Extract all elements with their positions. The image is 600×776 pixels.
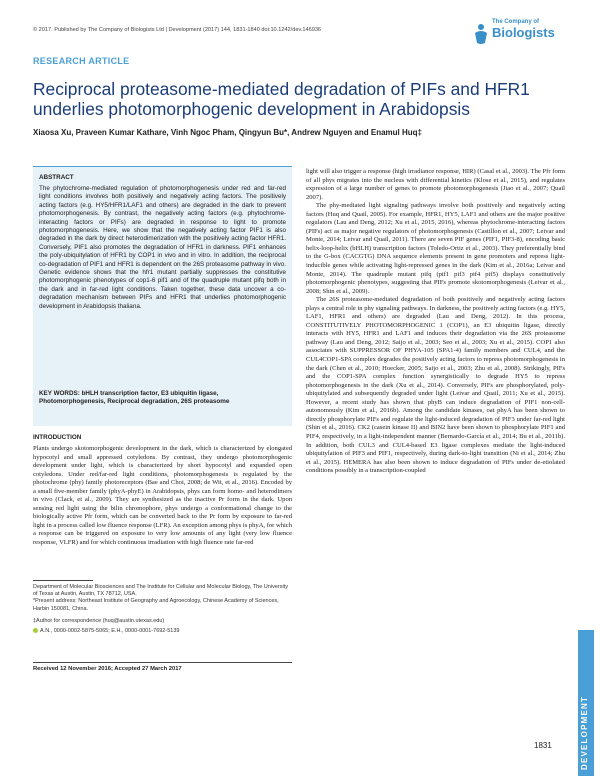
logo-small-text: The Company of	[492, 19, 540, 25]
author-list: Xiaosa Xu, Praveen Kumar Kathare, Vinh Ngoc Pham, Qingyun Bu*, Andrew Nguyen and Enamul Huq‡	[33, 128, 422, 137]
logo-big-text: Biologists	[492, 25, 555, 40]
body-paragraph: The 26S proteasome-mediated degradation of both positively and negatively acting factors plays a central role in phy signaling pathways. In darkness, the positively acting factors (e.g. HY5, LAF1, HFR1 and others) are degraded (Lau and Deng, 2012). In this process, CONSTITUTIVELY PHOTOMORPHOGENIC 1 (COP1), an E3 ubiquitin ligase, directly interacts with HY5, HFR1 and LAF1 and induces their degradation via the 26S proteasome pathway (Lau and Deng, 2012; Saijo et al., 2003; Seo et al., 2003; Xu et al., 2015). COP1 also associates with SUPPRESSOR OF PHYA-105 (SPA1-4) family members and CUL4, and the CUL4COP1-SPA complex degrades the positively acting factors to repress photomorphogenesis in the dark (Chen et al., 2010; Hoecker, 2005; Saijo et al., 2003; Zhu et al., 2008). Strikingly, PIFs and the COP1-SPA complex function synergistically to degrade HY5 to repress photomorphogenesis in the dark (Xu et al., 2014). Conversely, PIFs are phosphorylated, poly-ubiquitylated and subsequently degraded under light (Leivar and Quail, 2011; Xu et al., 2015). However, a recent study has shown that phyB can induce degradation of PIF1 non-cell-autonomously (Kim et al., 2016b). Among the candidate kinases, oat phyA has been shown to directly phosphorylate PIFs and regulate the light-induced degradation of PIF3 under far-red light (Shin et al., 2016). CK2 (casein kinase II) and BIN2 have been shown to phosphorylate PIF1 and PIF4, respectively, in a light-independent manner (Bernardo-García et al., 2014; Bu et al., 2011b). In addition, both CUL3 and CUL4-based E3 ligase complexes mediate the light-induced ubiquitylation of PIF3 and PIF1, respectively, during dark-to-light transition (Ni et al., 2014; Zhu et al., 2015). HEMERA has also been shown to induce degradation of PIFs under de-etiolated conditions possibly in a transcription-coupled	[306, 296, 565, 475]
page-number: 1831	[534, 741, 552, 750]
publisher-logo-icon	[472, 23, 490, 45]
keywords: KEY WORDS: bHLH transcription factor, E3 ubiquitin ligase, Photomorphogenesis, Reciprocal degradation, 26S proteasome	[39, 390, 230, 406]
received-date: Received 12 November 2016; Accepted 27 March 2017	[33, 662, 292, 672]
orcid-icon	[33, 628, 38, 633]
present-address-note: *Present address: Northeast Institute of Geography and Agroecology, Chinese Academy of Sciences, Harbin 150081, China.	[33, 598, 279, 612]
body-column-2	[306, 168, 565, 476]
orcid-ids: A.N., 0000-0002-5875-5065; E.H., 0000-0001-7692-5139	[40, 628, 180, 635]
abstract-body: The phytochrome-mediated regulation of photomorphogenesis under red and far-red light conditions involves both positively and negatively acting factors. The positively acting factors (e.g. HY5/HFR1/LAF1 and others) are degraded in the dark to prevent photomorphogenesis. By contrast, the negatively acting factors (e.g. phytochrome-interacting factors or PIFs) are degraded in response to light to promote photomorphogenesis. Here, we show that the negatively acting factor PIF1 is also degraded in the dark by direct heterodimerization with the positively acting factor HFR1. Conversely, PIF1 also promotes the degradation of HFR1 in darkness. PIF1 enhances the poly-ubiquitylation of HFR1 by COP1 in vivo and in vitro. In addition, the reciprocal co-degradation of PIF1 and HFR1 is dependent on the 26S proteasome pathway in vivo. Genetic evidence shows that the hfr1 mutant partially suppresses the constitutive photomorphogenic phenotypes of cop1-6 pif1 and of the quadruple mutant pifq both in the dark and in far-red light conditions. Taken together, these data uncover a co-degradation mechanism between PIFs and HFR1 that underlies photomorphogenic development in Arabidopsis thaliana.	[39, 185, 286, 310]
journal-sidebar	[578, 630, 594, 776]
correspondence-note: ‡Author for correspondence (huq@austin.utexas.edu)	[33, 617, 165, 624]
journal-header: © 2017. Published by The Company of Biologists Ltd | Development (2017) 144, 1831-1840 doi:10.1242/dev.146936	[33, 27, 322, 33]
article-title: Reciprocal proteasome-mediated degradation of PIFs and HFR1 underlies photomorphogenic development in Arabidopsis	[33, 79, 530, 119]
body-paragraph: The phy-mediated light signaling pathways involve both positively and negatively acting factors (Huq and Quail, 2005). For example, HFR1, HY5, LAF1 and others are the major positive regulators (Lau and Deng, 2012; Xu et al., 2015, 2016), whereas phytochrome-interacting factors (PIFs) act as major negative regulators of photomorphogenesis (Castillon et al., 2007; Leivar and Monte, 2014; Leivar and Quail, 2011). There are seven PIF genes (PIF1, PIF3-8), encoding basic helix-loop-helix (bHLH) transcription factors (Toledo-Ortiz et al., 2003). They preferentially bind to the G-box (CACGTG) DNA sequence elements present in gene promoters and repress light-inducible genes while activating light-repressed genes in the dark (Kim et al., 2016a; Leivar and Monte, 2014). The quadruple mutant pifq (pif1 pif3 pif4 pif5) displays constitutively photomorphogenic phenotypes, suggesting that PIFs promote skotomorphogenesis (Leivar et al., 2008; Shin et al., 2009).	[306, 202, 565, 295]
introduction-column-1	[33, 445, 292, 548]
intro-paragraph: Plants undergo skotomorphogenic development in the dark, which is characterized by elongated hypocotyl and small appressed cotyledons. By contrast, they undergo photomorphogenic development under light, which is characterized by short hypocotyl and expanded open cotyledons. Under red/far-red light conditions, photomorphogenesis is regulated by the photochrome (phy) family photoreceptors (Bae and Choi, 2008; de Wit, et al., 2016). Encoded by a small five-member family (phyA-phyE) in Arabidopsis, phys can form homo- and heterodimers in vivo (Clack, et al., 2009). They are synthesized as the inactive Pr form in the dark. Upon sensing red light using the bilin chromophore, phys undergo a conformational change to the biologically active Pfr form, which can be converted back to the Pr form by exposure to far-red light in a process called low fluence response (LFR). An exception among phys is phyA, for which a response can be triggered on exposure to very low amounts of any light (very low fluence response, VLFR) and for which continuous irradiation with high fluence rate far-red	[33, 445, 292, 547]
affiliation-note: Department of Molecular Biosciences and The Institute for Cellular and Molecular Biology, The University of Texas at Austin, Austin, TX 78712, USA.	[33, 584, 288, 598]
introduction-heading: INTRODUCTION	[33, 434, 82, 441]
article-type: RESEARCH ARTICLE	[33, 56, 130, 66]
abstract-box	[33, 166, 292, 426]
sidebar-label: DEVELOPMENT	[580, 695, 589, 770]
footnotes	[33, 584, 292, 635]
publisher-logo[interactable]	[492, 19, 572, 49]
footnote-divider	[33, 580, 93, 581]
body-paragraph: light will also trigger a response (high irradiance response, HIR) (Casal et al., 2003). The Pfr form of all phys migrates into the nucleus with differential kinetics (Klose et al., 2015), and regulates expression of a large number of genes to promote photomorphogenesis (Jiao et al., 2007; Quail 2007).	[306, 168, 565, 201]
abstract-heading: ABSTRACT	[39, 174, 74, 181]
